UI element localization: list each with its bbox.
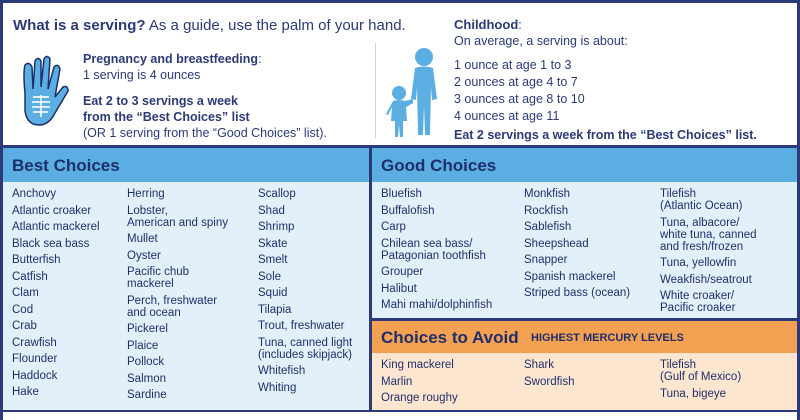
fish-item: Tuna, albacore/ white tuna, canned and fresh/frozen <box>660 216 757 253</box>
good-col2 <box>524 188 630 304</box>
top-divider <box>375 43 376 138</box>
childhood-item: 1 ounce at age 1 to 3 <box>454 58 572 72</box>
best-col3 <box>258 188 352 398</box>
childhood-guidance: Childhood: On average, a serving is about: 1 ounce at age 1 to 3 2 ounces at age 4 to 7 3 ounces at age 8 to 10 4 ounces at age 11 Eat 2 servings a week from the “Best Choices” list. <box>454 17 794 144</box>
avoid-panel <box>372 321 797 410</box>
fish-item: Grouper <box>381 266 424 278</box>
fish-item: Striped bass (ocean) <box>524 287 631 299</box>
fish-item: Orange roughy <box>381 392 458 404</box>
pregnancy-eat-line1: Eat 2 to 3 servings a week <box>83 94 238 108</box>
fish-item: Spanish mackerel <box>524 270 616 283</box>
fish-item: Tilapia <box>258 303 292 316</box>
childhood-title: Childhood <box>454 17 519 32</box>
fish-item: Herring <box>127 188 165 200</box>
fish-item: Atlantic mackerel <box>12 221 100 233</box>
best-choices-title: Best Choices <box>12 156 120 175</box>
fish-item: Plaice <box>127 339 159 352</box>
fish-item: Butterfish <box>12 254 61 266</box>
fish-item: Sole <box>258 270 282 283</box>
fish-item: Anchovy <box>12 188 57 200</box>
fish-item: Carp <box>381 221 406 233</box>
fish-item: Rockfish <box>524 204 569 217</box>
best-col1 <box>12 188 100 403</box>
fish-item: Tilefish (Atlantic Ocean) <box>660 188 743 212</box>
avoid-col1 <box>381 359 458 409</box>
fish-item: Whiting <box>258 381 297 394</box>
fish-item: Crab <box>12 320 37 332</box>
pregnancy-or-note: (OR 1 serving from the “Good Choices” list). <box>83 126 327 140</box>
fish-item: Catfish <box>12 270 48 283</box>
fish-item: Hake <box>12 386 39 398</box>
best-choices-panel <box>3 148 369 410</box>
avoid-title: Choices to Avoid <box>381 328 519 347</box>
fish-item: Perch, freshwater and ocean <box>127 294 218 319</box>
fish-item: Halibut <box>381 282 417 295</box>
fish-item: Clam <box>12 287 39 299</box>
fish-item: Swordfish <box>524 375 575 388</box>
fish-item: Marlin <box>381 375 413 388</box>
hand-palm-icon <box>11 53 71 133</box>
childhood-item: 4 ounces at age 11 <box>454 109 560 123</box>
pregnancy-title: Pregnancy and breastfeeding <box>83 52 259 66</box>
fish-item: Trout, freshwater <box>258 320 345 332</box>
avoid-col2 <box>524 359 575 392</box>
pregnancy-eat-line2: from the “Best Choices” list <box>83 110 250 124</box>
fish-item: Pollock <box>127 356 165 368</box>
fish-item: Bluefish <box>381 188 422 200</box>
childhood-eat: Eat 2 servings a week from the “Best Choices” list. <box>454 128 757 142</box>
pregnancy-guidance: Pregnancy and breastfeeding: 1 serving is 4 ounces Eat 2 to 3 servings a week from the “Best Choices” list (OR 1 serving from the “Good Choices” list). <box>83 51 373 141</box>
childhood-subtitle: On average, a serving is about: <box>454 34 628 48</box>
fish-item: Tuna, canned light (includes skipjack) <box>258 336 353 361</box>
good-choices-header <box>372 148 797 182</box>
avoid-col3 <box>660 359 741 404</box>
fish-item: Sardine <box>127 389 167 401</box>
fish-item: Tuna, bigeye <box>660 387 727 400</box>
fish-item: Sheepshead <box>524 237 589 250</box>
fish-item: King mackerel <box>381 359 454 371</box>
avoid-body <box>372 353 797 410</box>
fish-item: Buffalofish <box>381 204 435 217</box>
good-choices-title: Good Choices <box>381 156 497 175</box>
fish-item: Shark <box>524 359 555 371</box>
fish-item: Shad <box>258 204 285 217</box>
bottom-line <box>0 410 800 412</box>
fish-item: Salmon <box>127 372 166 385</box>
avoid-subtitle: HIGHEST MERCURY LEVELS <box>531 332 684 344</box>
childhood-list <box>454 57 794 125</box>
fish-item: Weakfish/seatrout <box>660 273 752 286</box>
fish-item: Whitefish <box>258 365 306 377</box>
fish-item: Pickerel <box>127 323 168 335</box>
fish-item: Tilefish (Gulf of Mexico) <box>660 359 742 383</box>
good-choices-panel <box>372 148 797 318</box>
child-silhouettes-icon <box>385 43 447 141</box>
best-choices-body <box>3 182 369 410</box>
childhood-item: 2 ounces at age 4 to 7 <box>454 75 578 89</box>
fish-item: Atlantic croaker <box>12 204 92 217</box>
fish-item: Sablefish <box>524 221 572 233</box>
fish-item: Black sea bass <box>12 237 90 250</box>
fish-item: Cod <box>12 303 34 316</box>
fish-item: Smelt <box>258 254 288 266</box>
fish-item: Lobster, American and spiny <box>127 204 228 229</box>
fish-item: Scallop <box>258 188 296 200</box>
best-choices-header <box>3 148 369 182</box>
good-choices-body <box>372 182 797 318</box>
fish-item: Monkfish <box>524 188 571 200</box>
fish-item: Haddock <box>12 369 58 382</box>
good-col1 <box>381 188 492 316</box>
fish-item: Squid <box>258 287 288 299</box>
fish-item: Mahi mahi/dolphinfish <box>381 299 493 311</box>
fish-item: Pacific chub mackerel <box>127 266 190 290</box>
serving-section <box>3 3 797 145</box>
fish-item: Skate <box>258 237 288 250</box>
fish-item: Oyster <box>127 249 161 262</box>
fish-item: White croaker/ Pacific croaker <box>660 290 736 314</box>
fish-item: Tuna, yellowfin <box>660 257 737 269</box>
fish-item: Chilean sea bass/ Patagonian toothfish <box>381 237 486 262</box>
fish-item: Shrimp <box>258 221 295 233</box>
good-col3 <box>660 188 757 319</box>
fish-item: Snapper <box>524 254 568 266</box>
fish-item: Mullet <box>127 233 158 245</box>
serving-heading: What is a serving? As a guide, use the palm of your hand. <box>13 17 406 34</box>
childhood-item: 3 ounces at age 8 to 10 <box>454 92 585 106</box>
best-col2 <box>127 188 228 406</box>
avoid-header <box>372 321 797 353</box>
pregnancy-serving: 1 serving is 4 ounces <box>83 68 201 82</box>
fish-item: Flounder <box>12 353 58 365</box>
fish-item: Crawfish <box>12 336 57 349</box>
